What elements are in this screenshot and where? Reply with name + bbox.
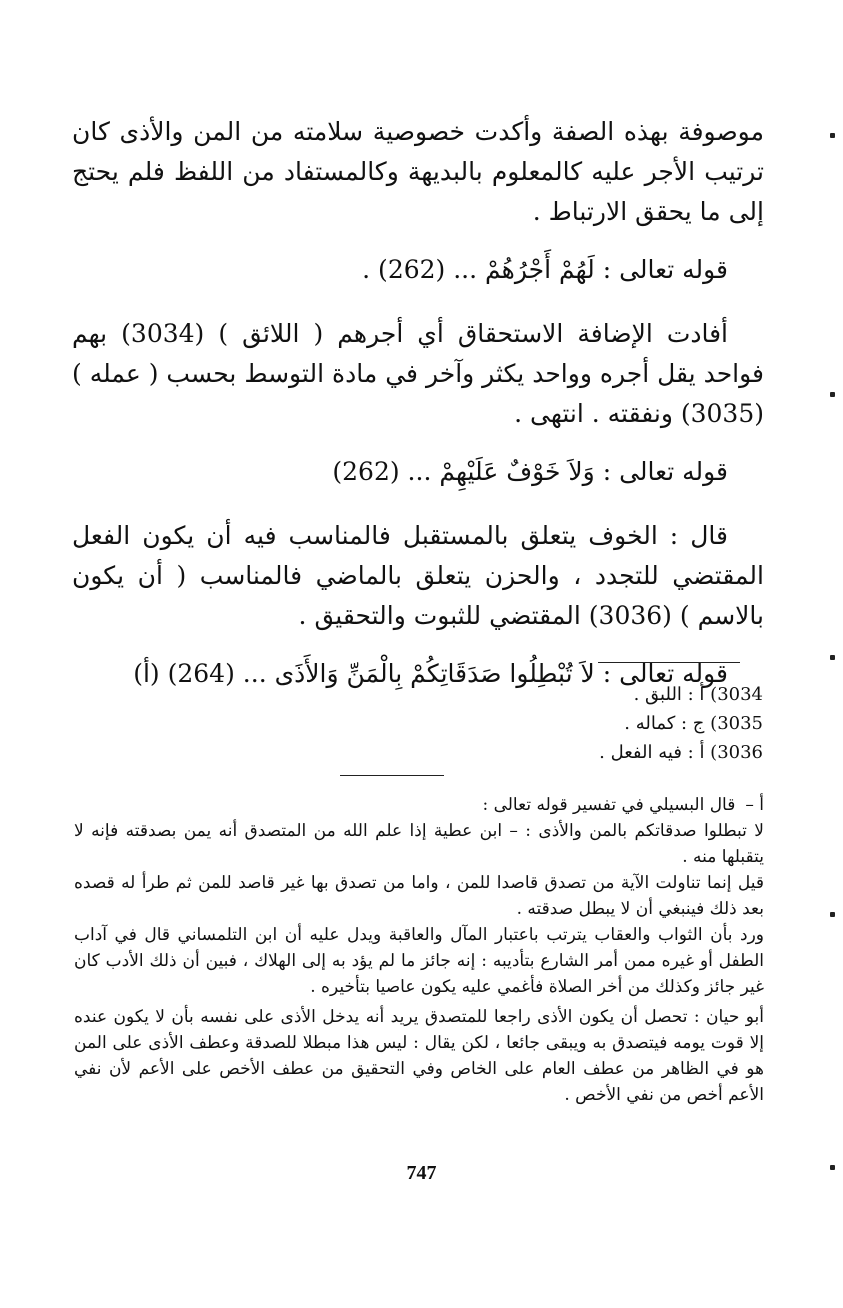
variant-readings [463,680,763,767]
margin-mark [830,912,835,917]
variant-note: 3035) ج : كماله . [624,713,763,734]
page-number: 747 [406,1162,437,1184]
variant-note: 3034) أ : اللبق . [633,684,763,705]
commentary-heading [74,792,764,818]
footnote-divider [598,662,740,663]
commentary-marker: أ – [745,795,764,815]
verse-heading-2: قوله تعالى : وَلاَ خَوْفٌ عَلَيْهِمْ ... (262) [332,457,728,486]
margin-mark [830,133,835,138]
paragraph-khawf: قال : الخوف يتعلق بالمستقبل فالمناسب فيه أن يكون الفعل المقتضي للتجدد ، والحزن يتعلق بالماضي فالمناسب ( أن يكون بالاسم ) (3036) المقتضي للثبوت والتحقيق . [72,521,764,630]
commentary-divider [340,775,444,776]
verse-heading-1: قوله تعالى : لَهُمْ أَجْرُهُمْ ... (262) . [362,255,728,284]
margin-mark [830,655,835,660]
margin-mark [830,1165,835,1170]
commentary-notes [74,792,764,1108]
commentary-heading-text: قال البسيلي في تفسير قوله تعالى : [482,795,736,815]
paragraph-intro: موصوفة بهذه الصفة وأكدت خصوصية سلامته من المن والأذى كان ترتيب الأجر عليه كالمعلوم بالبديهة وكالمستفاد من اللفظ فلم يحتج إلى ما يحقق الارتباط . [72,117,764,226]
variant-note: 3036) أ : فيه الفعل . [599,742,763,763]
main-text [72,112,764,718]
paragraph-idafa: أفادت الإضافة الاستحقاق أي أجرهم ( اللائق ) (3034) بهم فواحد يقل أجره وواحد يكثر وآخر في مادة التوسط بحسب ( عمله ) (3035) ونفقته . انتهى . [72,319,764,428]
commentary-paragraph: لا تبطلوا صدقاتكم بالمن والأذى : – ابن عطية إذا علم الله من المتصدق أنه يمن بصدقته فإنه لا يتقبلها منه . [74,821,764,867]
verse-heading-3: قوله تعالى : لاَ تُبْطِلُوا صَدَقَاتِكُمْ بِالْمَنِّ وَالأَذَى ... (264) (أ) [133,659,728,688]
commentary-paragraph: ورد بأن الثواب والعقاب يترتب باعتبار المآل والعاقبة ويدل عليه أن ابن التلمساني قال في آداب الطفل أو غيره ممن أمر الشارع بتأديبه : إنه جائز ما لم يؤد به إلى الهلاك ، فبين أن ذلك الأدب كان غير جائز وكذلك من أخر الصلاة فأغمي عليه يكون عاصيا بتأخيره . [74,925,764,997]
commentary-paragraph: أبو حيان : تحصل أن يكون الأذى راجعا للمتصدق يريد أنه يدخل الأذى على نفسه بأن لا يكون عنده إلا قوت يومه فيتصدق به ويبقى جائعا ، لكن يقال : ليس هذا مبطلا للصدقة وعطف الأذى على المن هو في الظاهر من عطف العام على الخاص وفي التحقيق من عطف الأخص على الأعم لأن نفي الأعم أخص من نفي الأخص . [74,1007,764,1105]
margin-mark [830,392,835,397]
commentary-paragraph: قيل إنما تناولت الآية من تصدق قاصدا للمن ، واما من تصدق بها غير قاصد للمن ثم طرأ له قصده بعد ذلك فينبغي أن لا يبطل صدقته . [74,873,764,919]
